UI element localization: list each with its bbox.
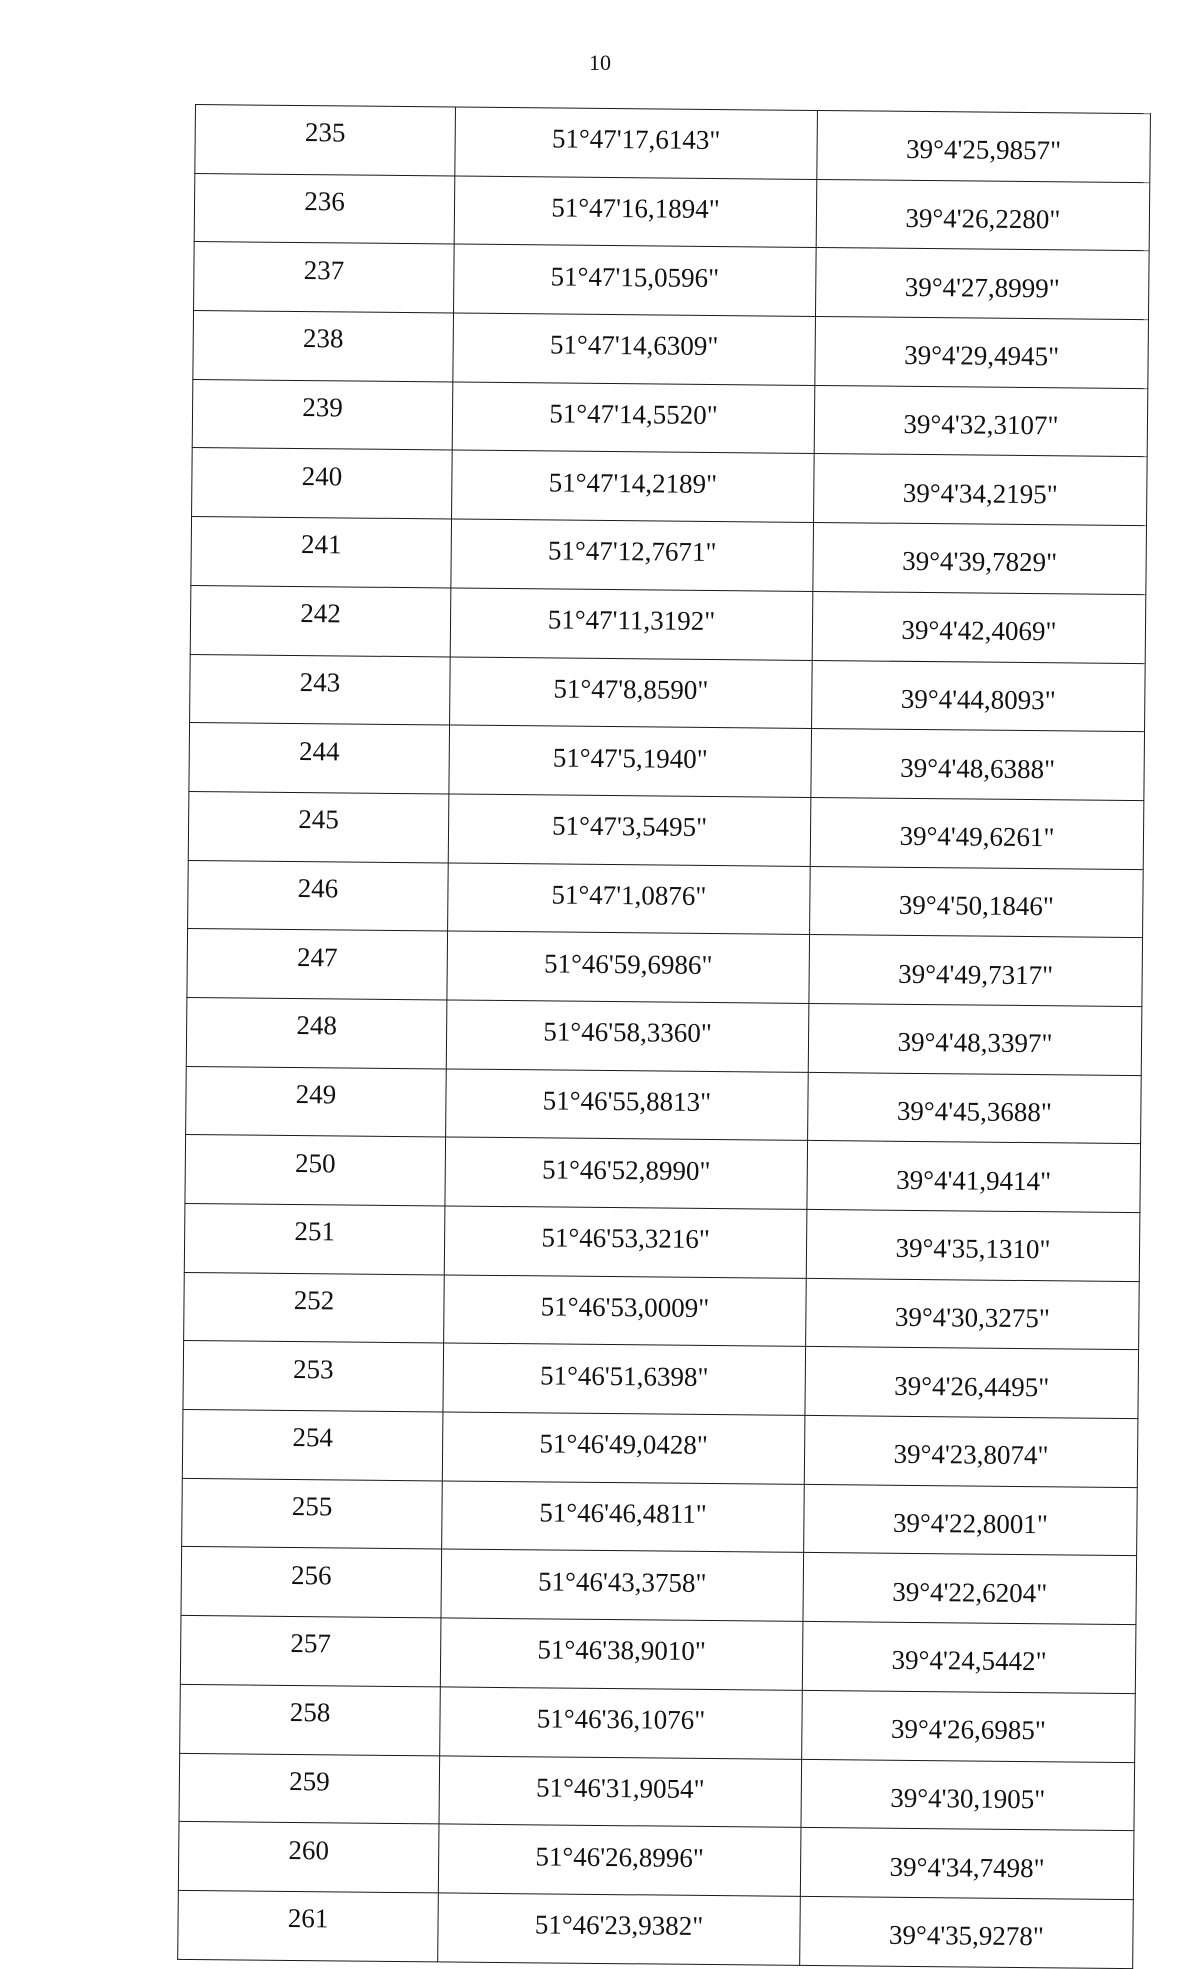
table-row — [194, 242, 1150, 320]
latitude-cell: 51°47'12,7671" — [451, 519, 814, 591]
longitude-cell: 39°4'42,4069" — [812, 591, 1146, 663]
longitude-cell: 39°4'22,8001" — [804, 1484, 1138, 1556]
table-row — [181, 1547, 1137, 1625]
table-row — [179, 1753, 1135, 1831]
point-number-cell: 261 — [178, 1890, 439, 1961]
longitude-cell: 39°4'34,7498" — [800, 1828, 1134, 1900]
table-row — [183, 1341, 1139, 1419]
latitude-cell: 51°47'11,3192" — [450, 588, 813, 660]
latitude-cell: 51°46'31,9054" — [439, 1755, 802, 1827]
point-number-cell: 255 — [182, 1478, 443, 1549]
point-number-cell: 238 — [193, 311, 454, 382]
point-number-cell: 252 — [184, 1272, 445, 1343]
longitude-cell: 39°4'41,9414" — [807, 1141, 1141, 1213]
table-row — [178, 1822, 1134, 1900]
point-number-cell: 236 — [194, 173, 455, 244]
latitude-cell: 51°46'46,4811" — [442, 1481, 805, 1553]
longitude-cell: 39°4'26,6985" — [802, 1690, 1136, 1762]
longitude-cell: 39°4'26,4495" — [805, 1347, 1139, 1419]
longitude-cell: 39°4'44,8093" — [812, 660, 1146, 732]
longitude-cell: 39°4'24,5442" — [802, 1622, 1136, 1694]
longitude-cell: 39°4'35,1310" — [806, 1209, 1140, 1281]
table-row — [192, 379, 1148, 457]
coordinates-table-body — [178, 105, 1151, 1969]
table-row — [185, 1135, 1141, 1213]
latitude-cell: 51°47'17,6143" — [455, 107, 818, 179]
table-row — [193, 311, 1149, 389]
table-row — [180, 1684, 1136, 1762]
point-number-cell: 260 — [178, 1822, 439, 1893]
point-number-cell: 251 — [184, 1203, 445, 1274]
table-row — [182, 1410, 1138, 1488]
longitude-cell: 39°4'25,9857" — [817, 110, 1151, 182]
point-number-cell: 246 — [188, 860, 449, 931]
point-number-cell: 235 — [195, 105, 456, 176]
point-number-cell: 242 — [190, 585, 451, 656]
latitude-cell: 51°46'36,1076" — [440, 1687, 803, 1759]
longitude-cell: 39°4'23,8074" — [804, 1415, 1138, 1487]
point-number-cell: 239 — [192, 379, 453, 450]
latitude-cell: 51°47'1,0876" — [448, 863, 811, 935]
latitude-cell: 51°47'5,1940" — [449, 725, 812, 797]
table-row — [186, 1066, 1142, 1144]
latitude-cell: 51°46'23,9382" — [438, 1893, 801, 1965]
page-number: 10 — [589, 50, 611, 75]
latitude-cell: 51°46'43,3758" — [441, 1549, 804, 1621]
latitude-cell: 51°46'51,6398" — [443, 1343, 806, 1415]
point-number-cell: 250 — [185, 1135, 446, 1206]
longitude-cell: 39°4'27,8999" — [815, 248, 1149, 320]
longitude-cell: 39°4'48,3397" — [808, 1003, 1142, 1075]
point-number-cell: 247 — [187, 929, 448, 1000]
longitude-cell: 39°4'34,2195" — [814, 454, 1148, 526]
longitude-cell: 39°4'26,2280" — [816, 179, 1150, 251]
point-number-cell: 249 — [186, 1066, 447, 1137]
longitude-cell: 39°4'50,1846" — [810, 866, 1144, 938]
latitude-cell: 51°46'26,8996" — [438, 1824, 801, 1896]
point-number-cell: 258 — [180, 1684, 441, 1755]
table-row — [182, 1478, 1138, 1556]
latitude-cell: 51°47'16,1894" — [454, 176, 817, 248]
table-row — [188, 791, 1144, 869]
latitude-cell: 51°46'55,8813" — [446, 1069, 809, 1141]
latitude-cell: 51°47'14,6309" — [453, 313, 816, 385]
table-row — [184, 1272, 1140, 1350]
table-row — [184, 1203, 1140, 1281]
point-number-cell: 243 — [190, 654, 451, 725]
table-row — [195, 105, 1151, 183]
table-row — [191, 517, 1147, 595]
point-number-cell: 248 — [186, 997, 447, 1068]
latitude-cell: 51°47'8,8590" — [450, 656, 813, 728]
latitude-cell: 51°46'59,6986" — [447, 931, 810, 1003]
coordinates-table-container — [177, 104, 1150, 1969]
longitude-cell: 39°4'29,4945" — [815, 317, 1149, 389]
longitude-cell: 39°4'30,1905" — [801, 1759, 1135, 1831]
latitude-cell: 51°47'14,5520" — [452, 382, 815, 454]
point-number-cell: 253 — [183, 1341, 444, 1412]
coordinates-table — [177, 104, 1151, 1969]
latitude-cell: 51°46'49,0428" — [442, 1412, 805, 1484]
latitude-cell: 51°47'3,5495" — [448, 794, 811, 866]
longitude-cell: 39°4'39,7829" — [813, 523, 1147, 595]
latitude-cell: 51°46'38,9010" — [440, 1618, 803, 1690]
longitude-cell: 39°4'32,3107" — [814, 385, 1148, 457]
table-row — [180, 1616, 1136, 1694]
table-row — [188, 860, 1144, 938]
table-row — [186, 997, 1142, 1075]
longitude-cell: 39°4'49,6261" — [810, 797, 1144, 869]
longitude-cell: 39°4'49,7317" — [809, 935, 1143, 1007]
point-number-cell: 254 — [182, 1410, 443, 1481]
longitude-cell: 39°4'22,6204" — [803, 1553, 1137, 1625]
point-number-cell: 256 — [181, 1547, 442, 1618]
table-row — [192, 448, 1148, 526]
point-number-cell: 237 — [194, 242, 455, 313]
table-row — [190, 585, 1146, 663]
table-row — [189, 723, 1145, 801]
table-row — [187, 929, 1143, 1007]
latitude-cell: 51°46'53,3216" — [444, 1206, 807, 1278]
point-number-cell: 241 — [191, 517, 452, 588]
point-number-cell: 259 — [179, 1753, 440, 1824]
longitude-cell: 39°4'35,9278" — [800, 1896, 1134, 1968]
latitude-cell: 51°47'14,2189" — [452, 450, 815, 522]
point-number-cell: 245 — [188, 791, 449, 862]
table-row — [178, 1890, 1134, 1968]
point-number-cell: 244 — [189, 723, 450, 794]
table-row — [194, 173, 1150, 251]
table-row — [190, 654, 1146, 732]
longitude-cell: 39°4'48,6388" — [811, 729, 1145, 801]
longitude-cell: 39°4'30,3275" — [806, 1278, 1140, 1350]
latitude-cell: 51°46'58,3360" — [446, 1000, 809, 1072]
latitude-cell: 51°46'52,8990" — [445, 1137, 808, 1209]
latitude-cell: 51°46'53,0009" — [444, 1275, 807, 1347]
longitude-cell: 39°4'45,3688" — [808, 1072, 1142, 1144]
latitude-cell: 51°47'15,0596" — [454, 244, 817, 316]
point-number-cell: 257 — [180, 1616, 441, 1687]
point-number-cell: 240 — [192, 448, 453, 519]
